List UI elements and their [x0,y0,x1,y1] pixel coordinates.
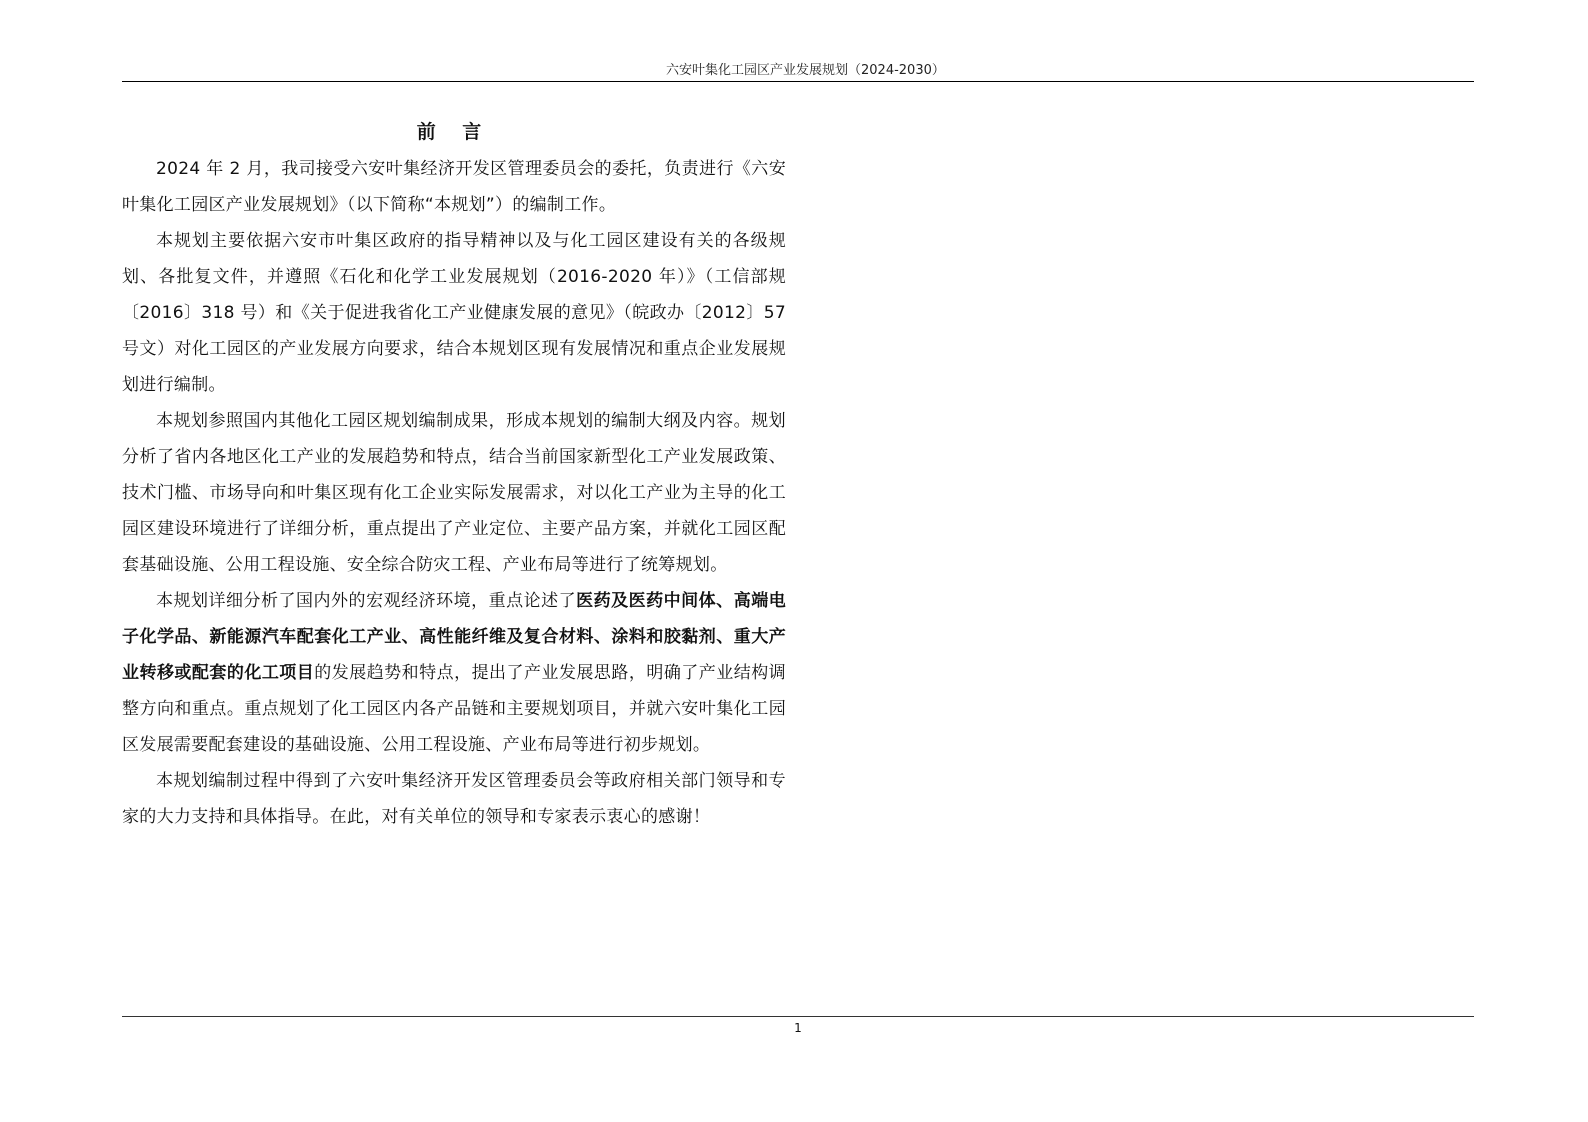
document-body [122,115,786,835]
paragraph-2: 本规划主要依据六安市叶集区政府的指导精神以及与化工园区建设有关的各级规划、各批复文件，并遵照《石化和化学工业发展规划（2016-2020 年）》（工信部规〔2016〕318 号）和《关于促进我省化工产业健康发展的意见》（皖政办〔2012〕57 号文）对化工园区的产业发展方向要求，结合本规划区现有发展情况和重点企业发展规划进行编制。 [122,231,786,395]
paragraph-1: 2024 年 2 月，我司接受六安叶集经济开发区管理委员会的委托，负责进行《六安叶集化工园区产业发展规划》（以下简称“本规划”）的编制工作。 [122,159,786,215]
paragraph-3: 本规划参照国内其他化工园区规划编制成果，形成本规划的编制大纲及内容。规划分析了省内各地区化工产业的发展趋势和特点，结合当前国家新型化工产业发展政策、技术门槛、市场导向和叶集区现有化工企业实际发展需求，对以化工产业为主导的化工园区建设环境进行了详细分析，重点提出了产业定位、主要产品方案，并就化工园区配套基础设施、公用工程设施、安全综合防灾工程、产业布局等进行了统筹规划。 [122,411,786,575]
header-rule [122,81,1474,82]
paragraph-4-key-industries: 医药及医药中间体、高端电子化学品、新能源汽车配套化工产业、高性能纤维及复合材料、涂料和胶黏剂、重大产业转移或配套的化工项目 [122,591,786,683]
footer-rule [122,1016,1474,1017]
page-number: 1 [794,1021,802,1035]
paragraph-5: 本规划编制过程中得到了六安叶集经济开发区管理委员会等政府相关部门领导和专家的大力支持和具体指导。在此，对有关单位的领导和专家表示衷心的感谢！ [122,771,786,827]
running-header: 六安叶集化工园区产业发展规划（2024-2030） [666,63,945,78]
page-title: 前 言 [416,121,492,143]
paragraph-4-tail: 的发展趋势和特点，提出了产业发展思路，明确了产业结构调整方向和重点。重点规划了化工园区内各产品链和主要规划项目，并就六安叶集化工园区发展需要配套建设的基础设施、公用工程设施、产业布局等进行初步规划。 [122,663,786,755]
paragraph-4-lead: 本规划详细分析了国内外的宏观经济环境，重点论述了 [156,591,577,611]
paragraph-4 [122,583,786,763]
